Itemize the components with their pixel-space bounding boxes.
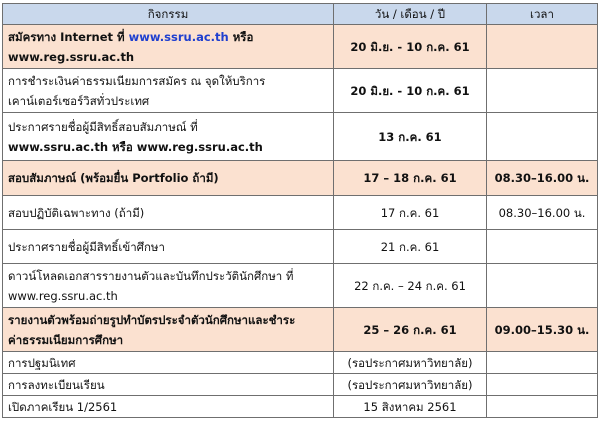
activity-text: www.ssru.ac.th หรือ www.reg.ssru.ac.th (8, 139, 263, 154)
activity-cell (3, 113, 334, 161)
table-row (3, 308, 598, 352)
date-cell: 25 – 26 ก.ค. 61 (334, 308, 487, 352)
header-time: เวลา (487, 4, 598, 25)
time-cell: 08.30–16.00 น. (487, 196, 598, 230)
table-row (3, 396, 598, 418)
time-cell (487, 230, 598, 264)
time-cell (487, 374, 598, 396)
table-row (3, 113, 598, 161)
activity-text: สมัครทาง Internet ที่ (8, 29, 129, 44)
table-row (3, 230, 598, 264)
schedule-table (2, 3, 598, 418)
activity-text: หรือ (228, 29, 254, 44)
table-row (3, 374, 598, 396)
date-cell: 20 มิ.ย. - 10 ก.ค. 61 (334, 69, 487, 113)
activity-cell: การปฐมนิเทศ (3, 352, 334, 374)
date-cell: 20 มิ.ย. - 10 ก.ค. 61 (334, 25, 487, 69)
activity-cell: เปิดภาคเรียน 1/2561 (3, 396, 334, 418)
time-cell (487, 25, 598, 69)
date-cell: 13 ก.ค. 61 (334, 113, 487, 161)
activity-cell (3, 264, 334, 308)
website-link[interactable]: www.ssru.ac.th (128, 29, 229, 44)
table-row (3, 69, 598, 113)
activity-text: ประกาศรายชื่อผู้มีสิทธิ์สอบสัมภาษณ์ ที่ (8, 119, 198, 134)
activity-cell: ประกาศรายชื่อผู้มีสิทธิ์เข้าศึกษา (3, 230, 334, 264)
activity-text: รายงานตัวพร้อมถ่ายรูปทำบัตรประจำตัวนักศึกษาและชำระ (8, 312, 296, 327)
time-cell: 08.30–16.00 น. (487, 161, 598, 196)
table-row (3, 25, 598, 69)
activity-cell: สอบปฏิบัติเฉพาะทาง (ถ้ามี) (3, 196, 334, 230)
date-cell: (รอประกาศมหาวิทยาลัย) (334, 374, 487, 396)
header-activity: กิจกรรม (3, 4, 334, 25)
time-cell (487, 113, 598, 161)
header-row (3, 4, 598, 25)
time-cell: 09.00–15.30 น. (487, 308, 598, 352)
table-row (3, 161, 598, 196)
date-cell: 17 ก.ค. 61 (334, 196, 487, 230)
date-cell: (รอประกาศมหาวิทยาลัย) (334, 352, 487, 374)
date-cell: 22 ก.ค. – 24 ก.ค. 61 (334, 264, 487, 308)
time-cell (487, 352, 598, 374)
activity-text: การชำระเงินค่าธรรมเนียมการสมัคร ณ จุดให้บริการ (8, 73, 266, 88)
date-cell: 17 – 18 ก.ค. 61 (334, 161, 487, 196)
date-cell: 21 ก.ค. 61 (334, 230, 487, 264)
activity-cell: สอบสัมภาษณ์ (พร้อมยื่น Portfolio ถ้ามี) (3, 161, 334, 196)
activity-cell: การลงทะเบียนเรียน (3, 374, 334, 396)
time-cell (487, 396, 598, 418)
activity-cell (3, 69, 334, 113)
activity-text: เคาน์เตอร์เซอร์วิสทั่วประเทศ (8, 93, 150, 108)
header-date: วัน / เดือน / ปี (334, 4, 487, 25)
table-row (3, 352, 598, 374)
activity-text: www.reg.ssru.ac.th (8, 49, 135, 64)
activity-text: www.reg.ssru.ac.th (8, 288, 118, 303)
activity-cell (3, 308, 334, 352)
time-cell (487, 264, 598, 308)
table-row (3, 196, 598, 230)
activity-text: ค่าธรรมเนียมการศึกษา (8, 332, 124, 347)
time-cell (487, 69, 598, 113)
activity-cell (3, 25, 334, 69)
date-cell: 15 สิงหาคม 2561 (334, 396, 487, 418)
activity-text: ดาวน์โหลดเอกสารรายงานตัวและบันทึกประวัตินักศึกษา ที่ (8, 268, 294, 283)
table-row (3, 264, 598, 308)
